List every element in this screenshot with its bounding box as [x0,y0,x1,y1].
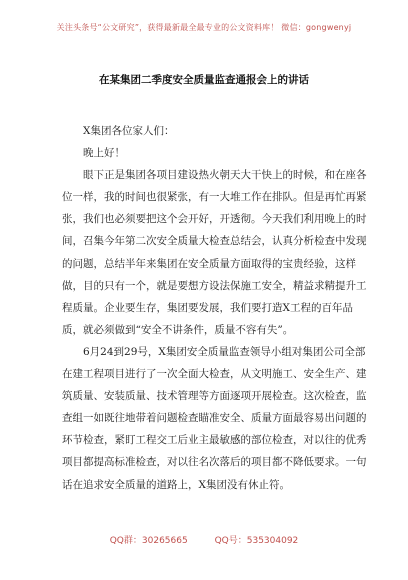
greeting: 晚上好！ [83,147,125,160]
salutation: X集团各位家人们： [83,125,175,137]
footer-contact [0,533,408,546]
footer-qq-number: QQ号：535304092 [214,536,299,546]
paragraph-1: 眼下正是集团各项目建设热火朝天大干快上的时候，和在座各位一样，我的时间也很紧张，有一大堆工作在排队。但是再忙再紧张，我们也必须要把这个会开好，开透彻。今天我们利用晚上的时间，召集今年第二次安全质量大检查总结会，认真分析检查中发现的问题，总结半年来集团在安全质量方面取得的宝贵经验，这样做，目的只有一个，就是要想方设法保施工安全，精益求精提升工程质量。企业要生存，集团要发展，我们要打造X工程的百年品质，就必须做到“安全不讲条件，质量不容有失”。 [62,169,367,336]
footer-qq-group: QQ群：30265665 [109,536,188,546]
header-promo-note: 关注头条号“公文研究”，获得最新最全最专业的公文资料库！ 微信：gongwenyj [56,23,352,32]
document-title: 在某集团二季度安全质量监查通报会上的讲话 [99,74,309,86]
document-body [62,120,368,496]
paragraph-2: 6月24到29号，X集团安全质量监查领导小组对集团公司全部在建工程项目进行了一次全面大检查，从文明施工、安全生产、建筑质量、安装质量、技术管理等方面逐项开展检查。这次检查，监查组一如既往地带着问题检查瞄准安全、质量方面最容易出问题的环节检查，紧盯工程交工后业主最敏感的部位检查，对以往的优秀项目都提高标准检查，对以往名次落后的项目都不降低要求。一句话在追求安全质量的道路上，X集团没有休止符。 [62,345,367,491]
